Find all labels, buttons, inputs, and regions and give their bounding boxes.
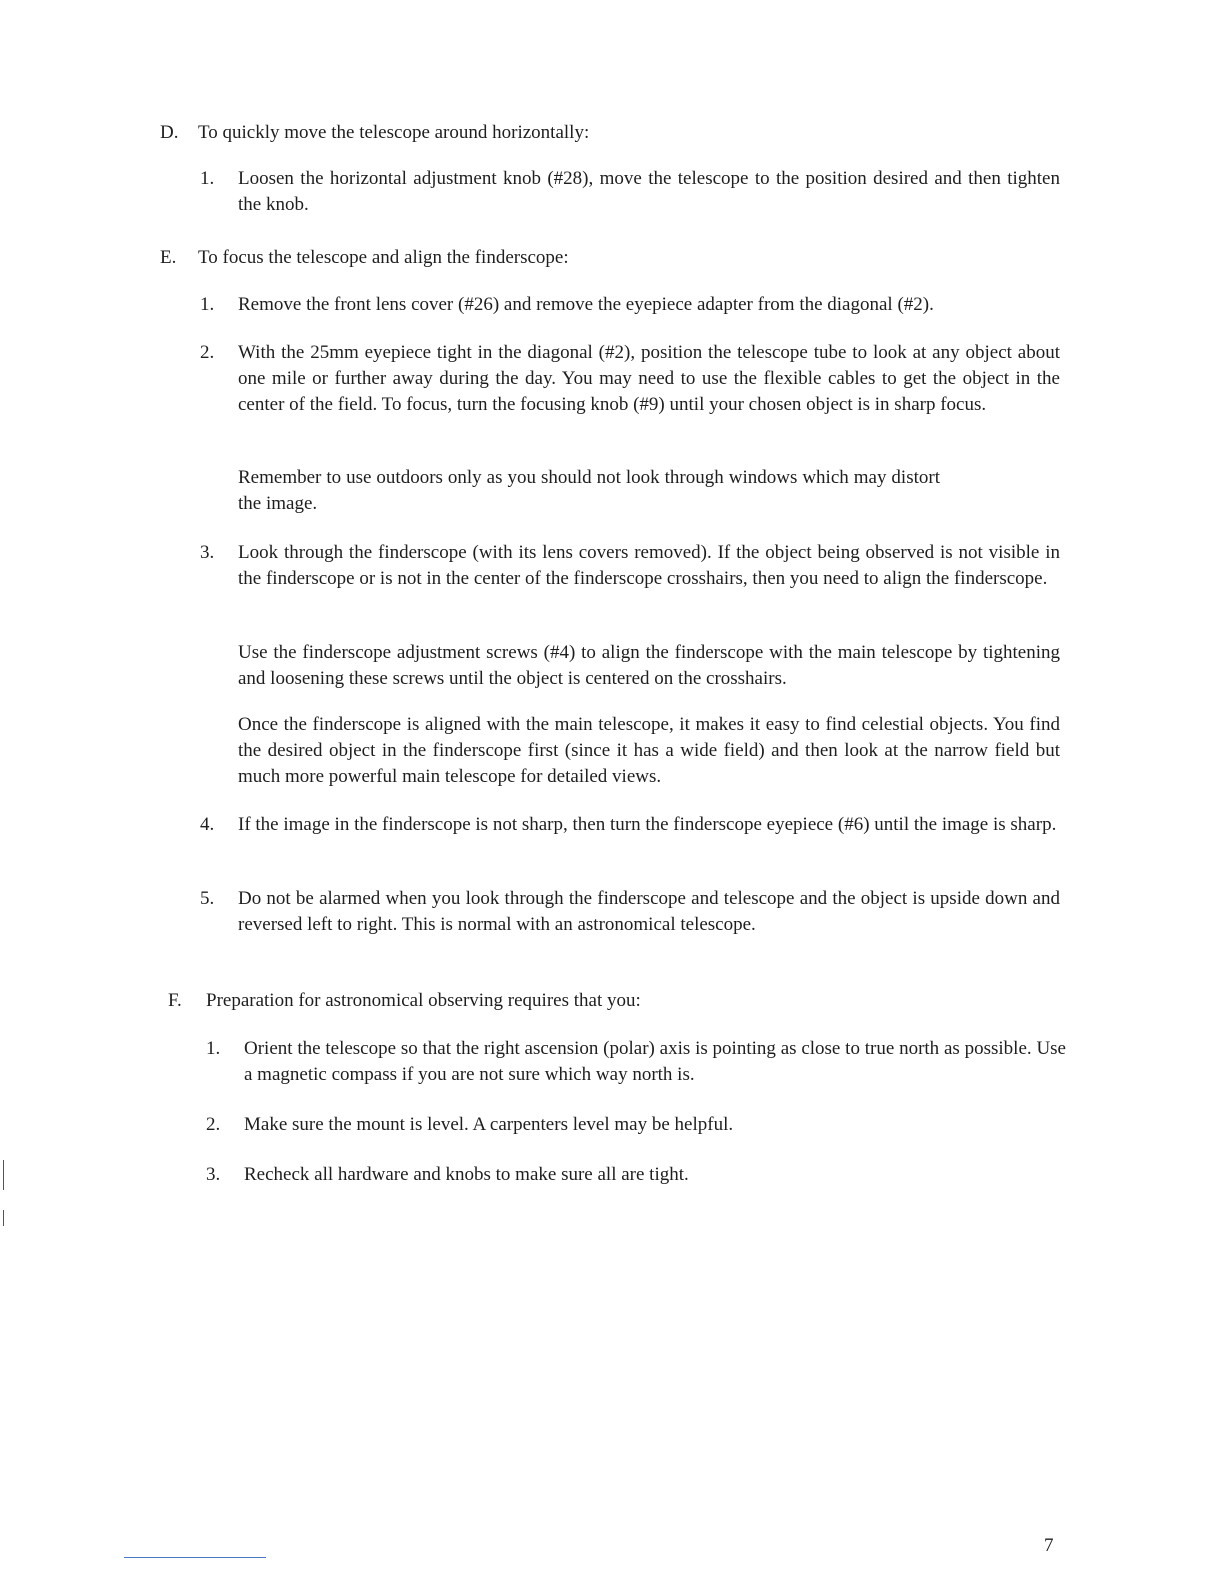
scan-artifact-line bbox=[124, 1557, 266, 1558]
item-number: 2. bbox=[200, 342, 215, 363]
list-item bbox=[160, 166, 1060, 218]
item-text: Remove the front lens cover (#26) and remove the eyepiece adapter from the diagonal (#2). bbox=[238, 294, 934, 315]
item-text: Use the finderscope adjustment screws (#4) to align the finderscope with the main telescope by tightening and loosening these screws until the object is centered on the crosshairs. bbox=[238, 642, 1060, 689]
list-item bbox=[166, 1036, 1066, 1088]
list-item bbox=[160, 292, 1060, 318]
item-text: Orient the telescope so that the right ascension (polar) axis is pointing as close to true north as possible. Use a magnetic compass if you are not sure which way north is. bbox=[244, 1038, 1066, 1085]
item-text: Look through the finderscope (with its lens covers removed). If the object being observed is not visible in the finderscope or is not in the center of the finderscope crosshairs, then you need to align the finderscope. bbox=[238, 542, 1060, 589]
item-text: Recheck all hardware and knobs to make sure all are tight. bbox=[244, 1164, 689, 1185]
item-text: Loosen the horizontal adjustment knob (#28), move the telescope to the position desired and then tighten the knob. bbox=[238, 168, 1060, 215]
list-item bbox=[160, 812, 1060, 838]
item-text: Remember to use outdoors only as you should not look through windows which may distort the image. bbox=[238, 467, 940, 514]
item-text: Once the finderscope is aligned with the main telescope, it makes it easy to find celestial objects. You find the desired object in the finderscope first (since it has a wide field) and then look at the narrow field but much more powerful main telescope for detailed views. bbox=[238, 714, 1060, 787]
section-letter: F. bbox=[168, 990, 182, 1011]
item-text: Make sure the mount is level. A carpenters level may be helpful. bbox=[244, 1114, 734, 1135]
section-heading bbox=[160, 245, 1060, 271]
section-letter: D. bbox=[160, 122, 179, 143]
section-heading-text: To quickly move the telescope around horizontally: bbox=[198, 122, 590, 143]
section-heading bbox=[160, 120, 1060, 146]
item-number: 5. bbox=[200, 888, 215, 909]
item-number: 1. bbox=[206, 1038, 221, 1059]
item-number: 3. bbox=[206, 1164, 221, 1185]
section-heading-text: To focus the telescope and align the finderscope: bbox=[198, 247, 569, 268]
page-number: 7 bbox=[1044, 1535, 1054, 1556]
section-f bbox=[168, 988, 1068, 1014]
list-item bbox=[160, 886, 1060, 938]
list-item bbox=[166, 1162, 1066, 1188]
item-text: With the 25mm eyepiece tight in the diagonal (#2), position the telescope tube to look at any object about one mile or further away during the day. You may need to use the flexible cables to get the object in the center of the field. To focus, turn the focusing knob (#9) until your chosen object is in sharp focus. bbox=[238, 342, 1060, 415]
list-item-paragraph bbox=[160, 465, 1060, 517]
list-item bbox=[160, 340, 1060, 418]
item-number: 3. bbox=[200, 542, 215, 563]
scan-artifact-mark bbox=[3, 1210, 4, 1226]
section-heading bbox=[168, 988, 1068, 1014]
section-heading-text: Preparation for astronomical observing requires that you: bbox=[206, 990, 641, 1011]
section-d bbox=[160, 120, 1060, 146]
item-number: 2. bbox=[206, 1114, 221, 1135]
item-number: 4. bbox=[200, 814, 215, 835]
scan-artifact-mark bbox=[3, 1160, 4, 1190]
section-letter: E. bbox=[160, 247, 177, 268]
list-item-paragraph bbox=[160, 712, 1060, 790]
list-item bbox=[166, 1112, 1066, 1138]
section-e bbox=[160, 245, 1060, 271]
list-item-paragraph bbox=[160, 640, 1060, 692]
list-item bbox=[160, 540, 1060, 592]
item-text: Do not be alarmed when you look through the finderscope and telescope and the object is upside down and reversed left to right. This is normal with an astronomical telescope. bbox=[238, 888, 1060, 935]
item-text: If the image in the finderscope is not sharp, then turn the finderscope eyepiece (#6) until the image is sharp. bbox=[238, 814, 1057, 835]
item-number: 1. bbox=[200, 168, 215, 189]
item-number: 1. bbox=[200, 294, 215, 315]
